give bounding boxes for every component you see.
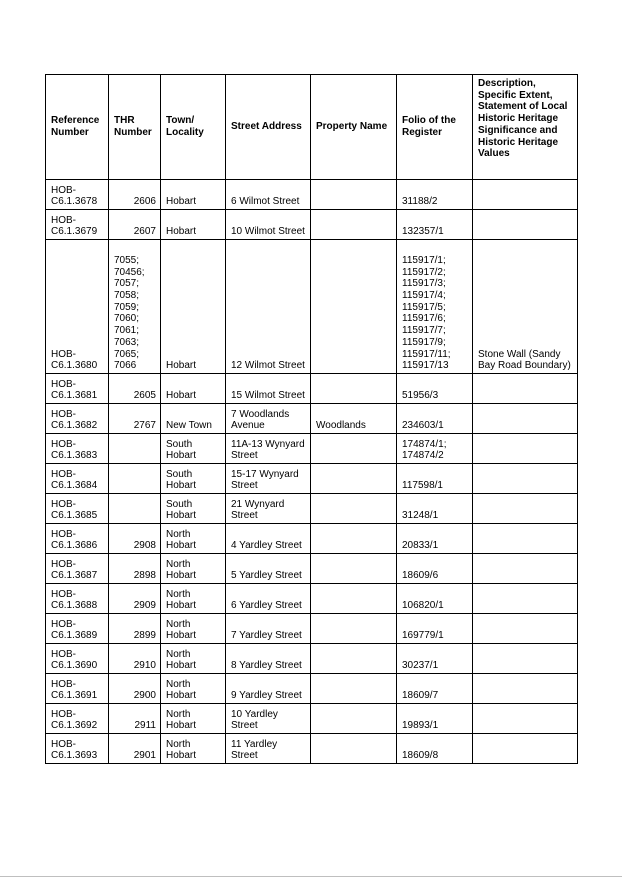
cell-folio: 31248/1	[397, 494, 473, 524]
cell-description	[473, 374, 578, 404]
cell-town-locality: North Hobart	[161, 704, 226, 734]
cell-street-address: 5 Yardley Street	[226, 554, 311, 584]
cell-town-locality: New Town	[161, 404, 226, 434]
table-row	[46, 210, 578, 240]
table-row	[46, 674, 578, 704]
cell-reference-number: HOB-C6.1.3681	[46, 374, 109, 404]
cell-folio: 51956/3	[397, 374, 473, 404]
cell-thr-number: 2605	[109, 374, 161, 404]
table-row	[46, 644, 578, 674]
cell-town-locality: Hobart	[161, 180, 226, 210]
table-row	[46, 240, 578, 374]
cell-description	[473, 584, 578, 614]
table-row	[46, 404, 578, 434]
cell-street-address: 11 Yardley Street	[226, 734, 311, 764]
cell-town-locality: North Hobart	[161, 734, 226, 764]
table-header-row	[46, 75, 578, 180]
cell-street-address: 15-17 Wynyard Street	[226, 464, 311, 494]
cell-description	[473, 734, 578, 764]
header-street-address: Street Address	[226, 75, 311, 180]
cell-town-locality: North Hobart	[161, 614, 226, 644]
cell-property-name	[311, 464, 397, 494]
table-row	[46, 374, 578, 404]
cell-street-address: 7 Yardley Street	[226, 614, 311, 644]
cell-reference-number: HOB-C6.1.3693	[46, 734, 109, 764]
cell-description	[473, 554, 578, 584]
table-row	[46, 494, 578, 524]
cell-reference-number: HOB-C6.1.3689	[46, 614, 109, 644]
cell-reference-number: HOB-C6.1.3686	[46, 524, 109, 554]
heritage-register-table	[45, 74, 578, 764]
cell-town-locality: North Hobart	[161, 584, 226, 614]
cell-reference-number: HOB-C6.1.3680	[46, 240, 109, 374]
header-description: Description, Specific Extent, Statement of Local Historic Heritage Significance and Historic Heritage Values	[473, 75, 578, 180]
cell-reference-number: HOB-C6.1.3688	[46, 584, 109, 614]
cell-folio: 169779/1	[397, 614, 473, 644]
cell-folio: 115917/1; 115917/2; 115917/3; 115917/4; 115917/5; 115917/6; 115917/7; 115917/9; 115917/11; 115917/13	[397, 240, 473, 374]
table-row	[46, 464, 578, 494]
cell-town-locality: North Hobart	[161, 524, 226, 554]
cell-description	[473, 180, 578, 210]
cell-folio: 20833/1	[397, 524, 473, 554]
cell-property-name	[311, 704, 397, 734]
cell-description: Stone Wall (Sandy Bay Road Boundary)	[473, 240, 578, 374]
cell-folio: 117598/1	[397, 464, 473, 494]
cell-thr-number: 2900	[109, 674, 161, 704]
cell-thr-number: 2901	[109, 734, 161, 764]
cell-street-address: 6 Yardley Street	[226, 584, 311, 614]
header-folio-of-register: Folio of the Register	[397, 75, 473, 180]
cell-property-name	[311, 554, 397, 584]
header-town-locality: Town/ Locality	[161, 75, 226, 180]
cell-property-name	[311, 734, 397, 764]
cell-reference-number: HOB-C6.1.3682	[46, 404, 109, 434]
cell-thr-number	[109, 434, 161, 464]
cell-thr-number: 2767	[109, 404, 161, 434]
cell-description	[473, 674, 578, 704]
cell-property-name	[311, 614, 397, 644]
cell-thr-number: 2908	[109, 524, 161, 554]
cell-thr-number: 2607	[109, 210, 161, 240]
cell-folio: 18609/6	[397, 554, 473, 584]
cell-property-name	[311, 674, 397, 704]
cell-reference-number: HOB-C6.1.3679	[46, 210, 109, 240]
cell-reference-number: HOB-C6.1.3678	[46, 180, 109, 210]
cell-description	[473, 644, 578, 674]
cell-reference-number: HOB-C6.1.3687	[46, 554, 109, 584]
cell-folio: 19893/1	[397, 704, 473, 734]
cell-street-address: 6 Wilmot Street	[226, 180, 311, 210]
cell-property-name	[311, 434, 397, 464]
cell-reference-number: HOB-C6.1.3685	[46, 494, 109, 524]
cell-folio: 18609/8	[397, 734, 473, 764]
cell-description	[473, 524, 578, 554]
cell-street-address: 4 Yardley Street	[226, 524, 311, 554]
cell-thr-number: 2911	[109, 704, 161, 734]
cell-reference-number: HOB-C6.1.3692	[46, 704, 109, 734]
cell-reference-number: HOB-C6.1.3691	[46, 674, 109, 704]
cell-town-locality: North Hobart	[161, 674, 226, 704]
cell-reference-number: HOB-C6.1.3683	[46, 434, 109, 464]
cell-description	[473, 404, 578, 434]
cell-town-locality: South Hobart	[161, 494, 226, 524]
cell-town-locality: Hobart	[161, 240, 226, 374]
cell-description	[473, 464, 578, 494]
table-body	[46, 180, 578, 764]
cell-thr-number: 2899	[109, 614, 161, 644]
header-reference-number: Reference Number	[46, 75, 109, 180]
cell-property-name	[311, 644, 397, 674]
cell-folio: 31188/2	[397, 180, 473, 210]
table-row	[46, 614, 578, 644]
cell-reference-number: HOB-C6.1.3684	[46, 464, 109, 494]
cell-property-name	[311, 374, 397, 404]
cell-street-address: 15 Wilmot Street	[226, 374, 311, 404]
table-row	[46, 434, 578, 464]
cell-folio: 30237/1	[397, 644, 473, 674]
cell-property-name	[311, 180, 397, 210]
table-row	[46, 734, 578, 764]
header-thr-number: THR Number	[109, 75, 161, 180]
cell-street-address: 10 Yardley Street	[226, 704, 311, 734]
cell-town-locality: North Hobart	[161, 644, 226, 674]
cell-description	[473, 210, 578, 240]
cell-thr-number: 2606	[109, 180, 161, 210]
cell-description	[473, 494, 578, 524]
cell-thr-number	[109, 464, 161, 494]
cell-street-address: 10 Wilmot Street	[226, 210, 311, 240]
table-row	[46, 704, 578, 734]
cell-property-name	[311, 524, 397, 554]
cell-description	[473, 614, 578, 644]
cell-folio: 132357/1	[397, 210, 473, 240]
cell-thr-number: 2909	[109, 584, 161, 614]
cell-town-locality: Hobart	[161, 374, 226, 404]
header-property-name: Property Name	[311, 75, 397, 180]
table-row	[46, 584, 578, 614]
cell-description	[473, 434, 578, 464]
cell-reference-number: HOB-C6.1.3690	[46, 644, 109, 674]
cell-street-address: 8 Yardley Street	[226, 644, 311, 674]
table-row	[46, 180, 578, 210]
cell-property-name	[311, 584, 397, 614]
cell-thr-number: 7055; 70456; 7057; 7058; 7059; 7060; 7061; 7063; 7065; 7066	[109, 240, 161, 374]
cell-thr-number: 2898	[109, 554, 161, 584]
cell-property-name: Woodlands	[311, 404, 397, 434]
cell-street-address: 21 Wynyard Street	[226, 494, 311, 524]
cell-description	[473, 704, 578, 734]
cell-street-address: 12 Wilmot Street	[226, 240, 311, 374]
cell-property-name	[311, 240, 397, 374]
cell-street-address: 9 Yardley Street	[226, 674, 311, 704]
page-edge-divider	[0, 876, 622, 877]
cell-town-locality: North Hobart	[161, 554, 226, 584]
cell-folio: 174874/1; 174874/2	[397, 434, 473, 464]
cell-thr-number	[109, 494, 161, 524]
cell-folio: 106820/1	[397, 584, 473, 614]
cell-town-locality: South Hobart	[161, 434, 226, 464]
table-row	[46, 554, 578, 584]
cell-folio: 18609/7	[397, 674, 473, 704]
cell-town-locality: South Hobart	[161, 464, 226, 494]
cell-property-name	[311, 210, 397, 240]
cell-folio: 234603/1	[397, 404, 473, 434]
cell-street-address: 7 Woodlands Avenue	[226, 404, 311, 434]
cell-street-address: 11A-13 Wynyard Street	[226, 434, 311, 464]
cell-thr-number: 2910	[109, 644, 161, 674]
table-row	[46, 524, 578, 554]
cell-town-locality: Hobart	[161, 210, 226, 240]
cell-property-name	[311, 494, 397, 524]
